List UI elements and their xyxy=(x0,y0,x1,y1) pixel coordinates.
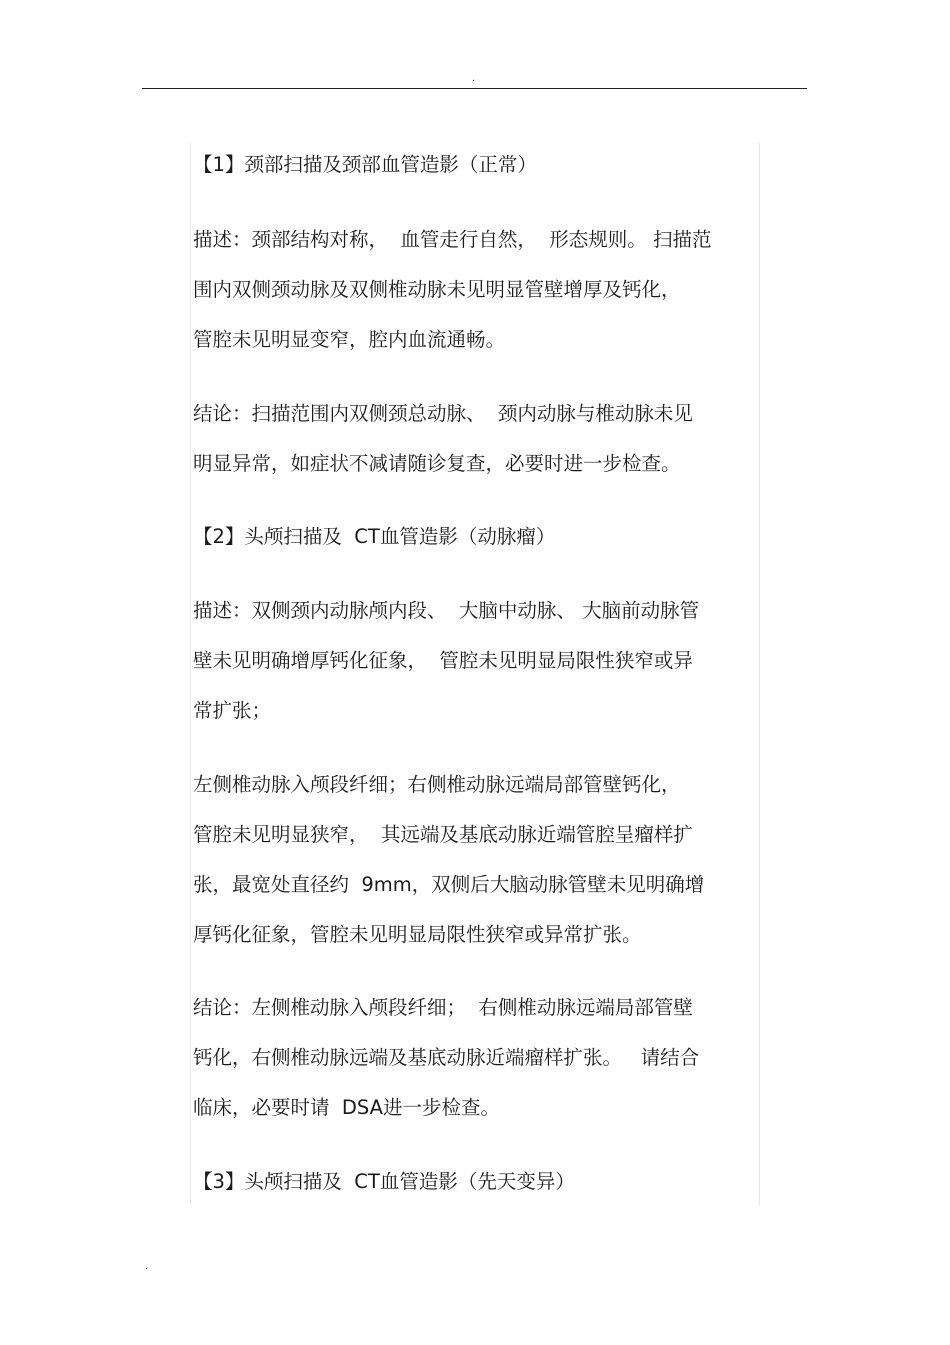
footer-dot: . xyxy=(145,1261,149,1272)
section-1-title: 【1】颈部扫描及颈部血管造影（正常） xyxy=(193,153,537,176)
section-2-conclusion-line-1: 结论：左侧椎动脉入颅段纤细； 右侧椎动脉远端局部管壁 xyxy=(193,996,693,1019)
section-2-description-line-2: 壁未见明确增厚钙化征象， 管腔未见明显局限性狭窄或异 xyxy=(193,649,693,672)
section-2-paragraph-line-4: 厚钙化征象，管腔未见明显局限性狭窄或异常扩张。 xyxy=(193,923,642,946)
section-1-conclusion-line-1: 结论：扫描范围内双侧颈总动脉、 颈内动脉与椎动脉未见 xyxy=(193,402,693,425)
section-3-title: 【3】头颅扫描及 CT血管造影（先天变异） xyxy=(193,1170,575,1193)
section-1-description-line-2: 围内双侧颈动脉及双侧椎动脉未见明显管壁增厚及钙化， xyxy=(193,278,681,301)
section-2-title: 【2】头颅扫描及 CT血管造影（动脉瘤） xyxy=(193,525,556,548)
section-1-description-line-1: 描述：颈部结构对称， 血管走行自然， 形态规则。 扫描范 xyxy=(193,228,712,251)
section-2-paragraph-line-1: 左侧椎动脉入颅段纤细；右侧椎动脉远端局部管壁钙化， xyxy=(193,773,681,796)
section-1-conclusion-line-2: 明显异常，如症状不减请随诊复查，必要时进一步检查。 xyxy=(193,452,681,475)
section-2-description-line-1: 描述：双侧颈内动脉颅内段、 大脑中动脉、 大脑前动脉管 xyxy=(193,599,700,622)
section-1-description-line-3: 管腔未见明显变窄，腔内血流通畅。 xyxy=(193,328,506,351)
section-2-paragraph-line-2: 管腔未见明显狭窄， 其远端及基底动脉近端管腔呈瘤样扩 xyxy=(193,823,693,846)
section-2-paragraph-line-3: 张，最宽处直径约 9mm，双侧后大脑动脉管壁未见明确增 xyxy=(193,873,705,896)
section-2-conclusion-line-3: 临床，必要时请 DSA进一步检查。 xyxy=(193,1096,500,1119)
section-2-conclusion-line-2: 钙化，右侧椎动脉远端及基底动脉近端瘤样扩张。 请结合 xyxy=(193,1046,700,1069)
header-dot: . xyxy=(472,73,476,84)
section-2-description-line-3: 常扩张； xyxy=(193,699,272,722)
header-rule xyxy=(142,88,807,89)
